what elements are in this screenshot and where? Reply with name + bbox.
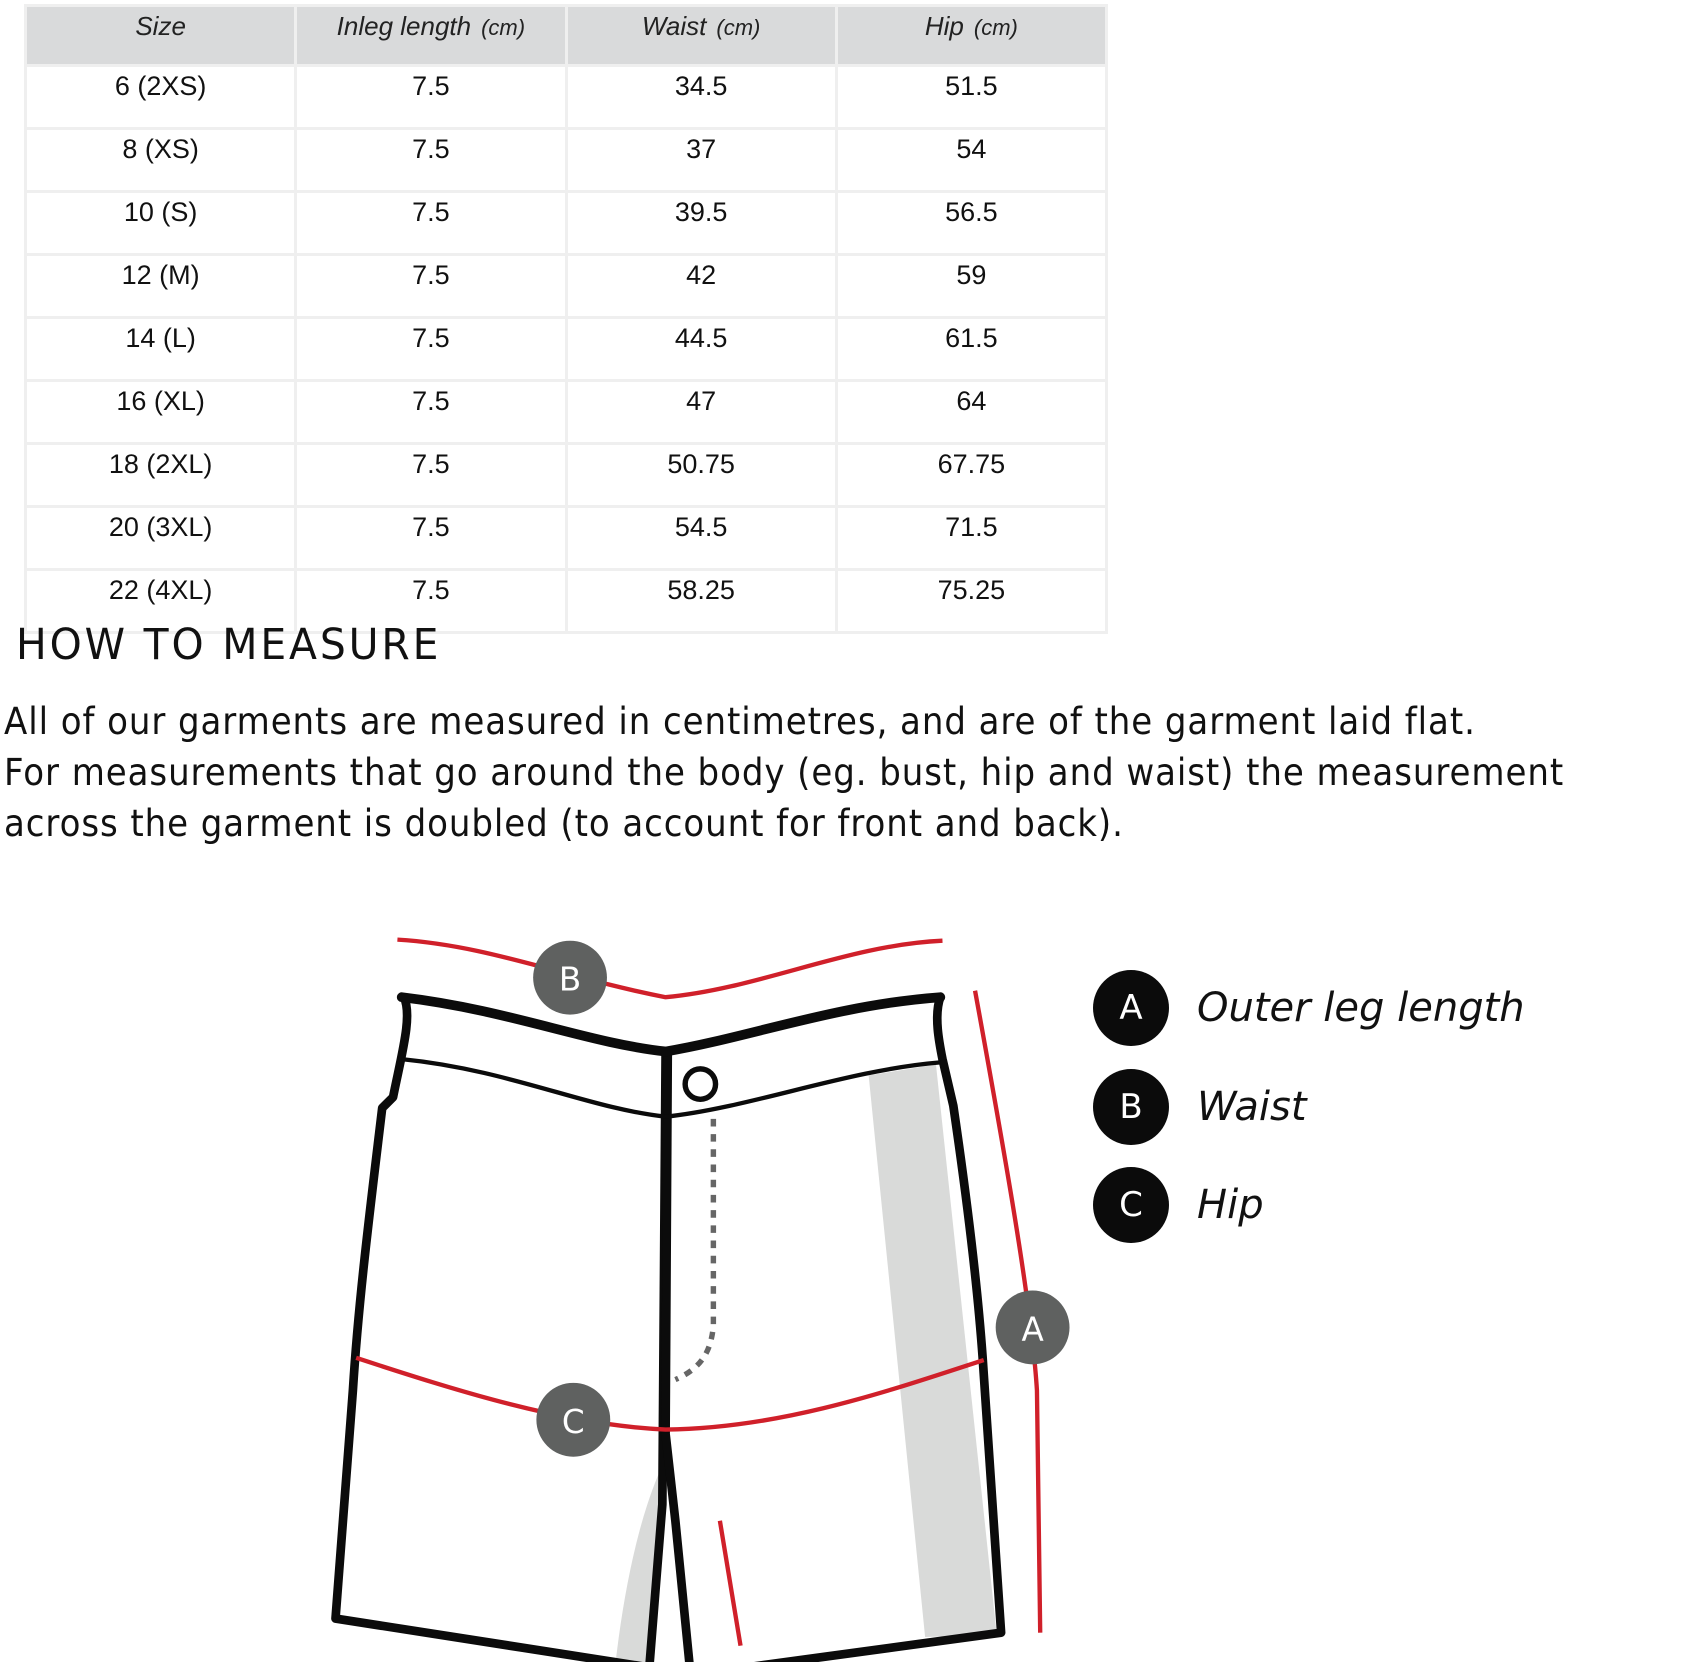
header-label: Waist <box>641 11 707 41</box>
header-hip <box>838 7 1105 64</box>
table-row <box>27 382 1105 442</box>
cell-size: 8 (XS) <box>27 130 294 190</box>
marker-c <box>536 1383 610 1457</box>
inleg-measure-line <box>720 1521 741 1646</box>
legend-item-waist <box>1093 1069 1307 1145</box>
legend-item-hip <box>1093 1167 1264 1243</box>
cell-waist: 42 <box>568 256 835 316</box>
cell-hip: 51.5 <box>838 67 1105 127</box>
cell-hip: 54 <box>838 130 1105 190</box>
cell-hip: 64 <box>838 382 1105 442</box>
size-chart-table <box>24 4 1108 634</box>
cell-inleg: 7.5 <box>297 256 564 316</box>
shorts-outline-right <box>666 997 1002 1662</box>
header-waist <box>568 7 835 64</box>
cell-size: 10 (S) <box>27 193 294 253</box>
marker-a <box>996 1290 1070 1364</box>
cell-hip: 67.75 <box>838 445 1105 505</box>
header-unit: (cm) <box>973 15 1018 40</box>
cell-size: 20 (3XL) <box>27 508 294 568</box>
how-to-measure-heading: HOW TO MEASURE <box>16 620 442 670</box>
shade-right-side <box>869 1065 997 1637</box>
header-size <box>27 7 294 64</box>
cell-waist: 37 <box>568 130 835 190</box>
header-label: Inleg length <box>336 11 472 41</box>
cell-hip: 59 <box>838 256 1105 316</box>
table-row <box>27 445 1105 505</box>
cell-waist: 54.5 <box>568 508 835 568</box>
cell-waist: 50.75 <box>568 445 835 505</box>
cell-size: 18 (2XL) <box>27 445 294 505</box>
how-to-measure-text <box>4 696 1564 849</box>
cell-hip: 56.5 <box>838 193 1105 253</box>
marker-c-label: C <box>561 1402 585 1441</box>
button-icon <box>685 1069 715 1099</box>
table-row <box>27 193 1105 253</box>
table-row <box>27 319 1105 379</box>
waistband-bottom <box>402 1059 941 1117</box>
cell-hip: 61.5 <box>838 319 1105 379</box>
marker-b-label: B <box>558 960 582 999</box>
cell-size: 16 (XL) <box>27 382 294 442</box>
table-row <box>27 67 1105 127</box>
text-line: For measurements that go around the body (eg. bust, hip and waist) the measurement <box>4 751 1565 794</box>
cell-size: 14 (L) <box>27 319 294 379</box>
cell-size: 22 (4XL) <box>27 571 294 631</box>
legend-item-outer-leg <box>1093 970 1525 1046</box>
shade-crotch <box>616 1461 665 1662</box>
text-line: across the garment is doubled (to account for front and back). <box>4 802 1124 845</box>
cell-inleg: 7.5 <box>297 382 564 442</box>
cell-inleg: 7.5 <box>297 193 564 253</box>
cell-waist: 44.5 <box>568 319 835 379</box>
legend-badge-b: B <box>1093 1069 1169 1145</box>
cell-inleg: 7.5 <box>297 130 564 190</box>
cell-waist: 58.25 <box>568 571 835 631</box>
cell-size: 12 (M) <box>27 256 294 316</box>
shorts-outline-left <box>336 997 666 1662</box>
table-row <box>27 508 1105 568</box>
waist-measure-line <box>397 940 942 998</box>
cell-inleg: 7.5 <box>297 571 564 631</box>
waistband-top <box>402 997 941 1051</box>
cell-waist: 47 <box>568 382 835 442</box>
cell-size: 6 (2XS) <box>27 67 294 127</box>
cell-hip: 75.25 <box>838 571 1105 631</box>
table-row <box>27 256 1105 316</box>
marker-b <box>533 941 607 1015</box>
legend-badge-c: C <box>1093 1167 1169 1243</box>
fly-stitching <box>675 1119 713 1380</box>
text-line: All of our garments are measured in centimetres, and are of the garment laid flat. <box>4 700 1476 743</box>
table-row <box>27 130 1105 190</box>
cell-inleg: 7.5 <box>297 508 564 568</box>
cell-hip: 71.5 <box>838 508 1105 568</box>
legend-label: Outer leg length <box>1197 985 1525 1031</box>
cell-waist: 39.5 <box>568 193 835 253</box>
hip-measure-line <box>356 1358 984 1430</box>
header-unit: (cm) <box>481 15 526 40</box>
header-label: Size <box>135 11 186 41</box>
marker-a-label: A <box>1021 1310 1044 1349</box>
cell-inleg: 7.5 <box>297 67 564 127</box>
header-label: Hip <box>924 11 964 41</box>
cell-inleg: 7.5 <box>297 319 564 379</box>
legend-badge-a: A <box>1093 970 1169 1046</box>
legend-label: Waist <box>1197 1084 1307 1130</box>
legend-label: Hip <box>1197 1182 1264 1228</box>
header-inleg <box>297 7 564 64</box>
table-header-row <box>27 7 1105 64</box>
cell-waist: 34.5 <box>568 67 835 127</box>
cell-inleg: 7.5 <box>297 445 564 505</box>
header-unit: (cm) <box>716 15 761 40</box>
